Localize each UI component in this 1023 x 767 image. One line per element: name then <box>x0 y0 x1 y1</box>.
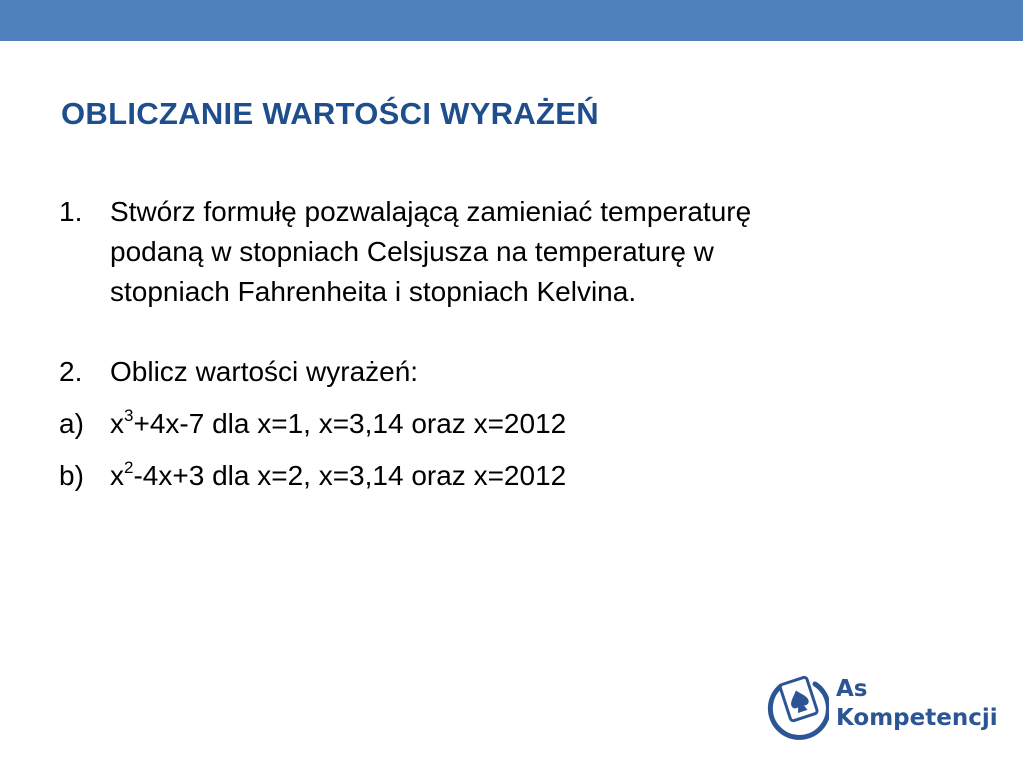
list-item-a <box>59 404 939 444</box>
list-item-text: Oblicz wartości wyrażeń: <box>110 356 419 387</box>
list-item-1 <box>59 192 939 312</box>
list-item-text <box>110 192 939 312</box>
expression-exponent: 3 <box>124 406 134 425</box>
expression-base: x <box>110 460 124 491</box>
card-spade-icon <box>767 670 829 744</box>
logo-text-line1: As <box>836 676 868 702</box>
expression-rest: +4x-7 dla x=1, x=3,14 oraz x=2012 <box>133 408 567 439</box>
list-item-b <box>59 456 939 496</box>
text-line: stopniach Fahrenheita i stopniach Kelvina. <box>110 276 637 307</box>
list-marker: 2. <box>59 356 83 387</box>
expression-text <box>110 404 939 444</box>
as-kompetencji-logo <box>767 668 997 748</box>
text-line: podaną w stopniach Celsjusza na temperaturę w <box>110 236 714 267</box>
list-marker: 1. <box>59 196 83 227</box>
list-marker: a) <box>59 408 84 439</box>
text-line: Stwórz formułę pozwalającą zamieniać temperaturę <box>110 196 752 227</box>
slide-content <box>59 192 939 496</box>
expression-text <box>110 456 939 496</box>
list-marker: b) <box>59 460 84 491</box>
logo-text-line2: Kompetencji <box>836 705 998 731</box>
expression-base: x <box>110 408 124 439</box>
expression-rest: -4x+3 dla x=2, x=3,14 oraz x=2012 <box>133 460 567 491</box>
expression-exponent: 2 <box>124 458 134 477</box>
list-item-2 <box>59 352 939 392</box>
slide-title: OBLICZANIE WARTOŚCI WYRAŻEŃ <box>61 96 599 131</box>
top-accent-bar <box>0 0 1023 41</box>
